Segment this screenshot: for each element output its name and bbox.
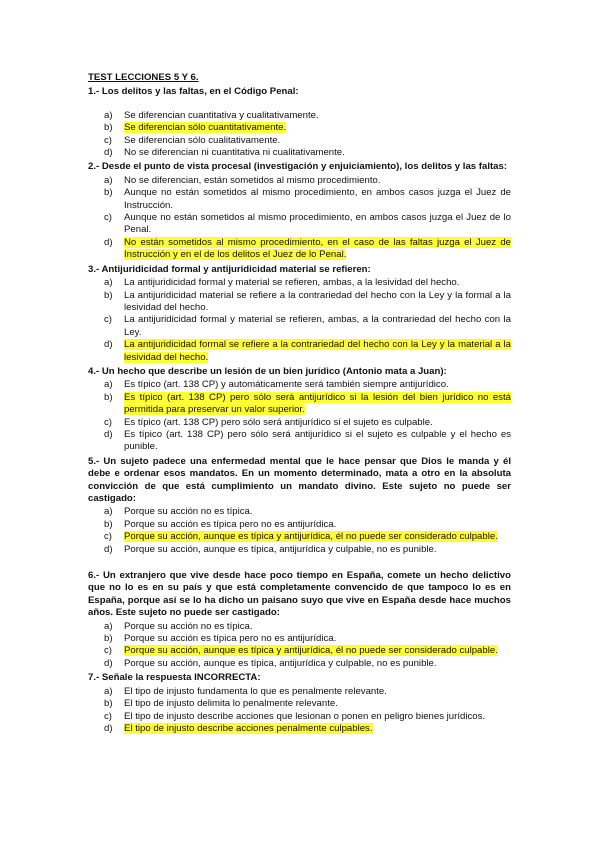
answer-options bbox=[88, 175, 511, 262]
answer-option bbox=[88, 277, 511, 289]
document-title: TEST LECCIONES 5 Y 6. bbox=[88, 72, 199, 83]
option-letter: b) bbox=[104, 391, 113, 403]
question-text: 7.- Señale la respuesta INCORRECTA: bbox=[88, 672, 261, 684]
answer-option bbox=[88, 633, 511, 645]
question-text: 3.- Antijuridicidad formal y antijuridicidad material se refieren: bbox=[88, 263, 371, 275]
option-text-wrap bbox=[124, 110, 511, 122]
option-text-wrap bbox=[124, 429, 511, 454]
answer-option bbox=[88, 711, 511, 723]
option-text-highlighted: Porque su acción, aunque es típica y antijurídica, él no puede ser considerado culpable. bbox=[124, 645, 498, 657]
answer-option bbox=[88, 110, 511, 122]
option-text-wrap bbox=[124, 698, 511, 710]
option-text-highlighted: Se diferencian sólo cuantitativamente. bbox=[124, 122, 287, 134]
option-letter: c) bbox=[104, 416, 112, 428]
option-text: La antijuridicidad material se refiere a la contrariedad del hecho con la Ley y la formal a la lesividad del hecho. bbox=[124, 289, 511, 313]
question-list bbox=[88, 86, 511, 735]
option-text: Se diferencian sólo cualitativamente. bbox=[124, 134, 281, 146]
option-text: El tipo de injusto delimita lo penalmente relevante. bbox=[124, 698, 338, 710]
option-text: Porque su acción no es típica. bbox=[124, 506, 253, 518]
answer-options bbox=[88, 621, 511, 671]
option-letter: b) bbox=[104, 633, 113, 645]
option-text: Porque su acción no es típica. bbox=[124, 620, 253, 632]
option-text-highlighted: No están sometidos al mismo procedimiento, en el caso de las faltas juzga el Juez de Instrucción y en el de los delitos el Juez de lo Penal. bbox=[124, 236, 511, 261]
option-text-wrap bbox=[124, 531, 511, 543]
option-text-wrap bbox=[124, 686, 511, 698]
option-letter: d) bbox=[104, 543, 113, 555]
option-letter: c) bbox=[104, 710, 112, 722]
option-text-wrap bbox=[124, 519, 511, 531]
answer-option bbox=[88, 417, 511, 429]
option-text: Se diferencian cuantitativa y cualitativamente. bbox=[124, 109, 319, 121]
answer-option bbox=[88, 531, 511, 543]
option-text-wrap bbox=[124, 135, 511, 147]
answer-options bbox=[88, 379, 511, 453]
option-text: Aunque no están sometidos al mismo procedimiento, en ambos casos juzga el Juez de lo Penal. bbox=[124, 212, 511, 236]
option-letter: d) bbox=[104, 428, 113, 440]
option-letter: d) bbox=[104, 236, 113, 248]
option-text: Es típico (art. 138 CP) y automáticamente será también siempre antijurídico. bbox=[124, 379, 449, 391]
option-text: El tipo de injusto describe acciones que lesionan o ponen en peligro bienes jurídicos. bbox=[124, 710, 486, 722]
answer-option bbox=[88, 392, 511, 417]
question-text: 1.- Los delitos y las faltas, en el Código Penal: bbox=[88, 86, 299, 98]
option-text: Porque su acción, aunque es típica, antijurídica y culpable, no es punible. bbox=[124, 657, 437, 669]
question-4 bbox=[88, 366, 511, 454]
option-text-wrap bbox=[124, 212, 511, 237]
option-letter: d) bbox=[104, 147, 113, 159]
option-letter: d) bbox=[104, 657, 113, 669]
answer-option bbox=[88, 544, 511, 556]
option-text-wrap bbox=[124, 339, 511, 364]
option-text: La antijuridicidad formal y material se refieren, ambas, a la contrariedad del hecho con la Ley. bbox=[124, 314, 511, 338]
question-text: 4.- Un hecho que describe un lesión de un bien jurídico (Antonio mata a Juan): bbox=[88, 365, 447, 377]
option-text-wrap bbox=[124, 147, 511, 159]
question-3 bbox=[88, 264, 511, 364]
answer-option bbox=[88, 147, 511, 159]
option-text: El tipo de injusto fundamenta lo que es penalmente relevante. bbox=[124, 685, 387, 697]
option-text-wrap bbox=[124, 544, 511, 556]
answer-options bbox=[88, 277, 511, 364]
option-text: Aunque no están sometidos al mismo procedimiento, en ambos casos juzga el Juez de Instrucción. bbox=[124, 187, 511, 211]
option-text-wrap bbox=[124, 314, 511, 339]
option-text: No se diferencian, están sometidos al mismo procedimiento. bbox=[124, 174, 381, 186]
option-letter: a) bbox=[104, 174, 113, 186]
option-text-highlighted: El tipo de injusto describe acciones penalmente culpables. bbox=[124, 722, 373, 734]
question-text: 6.- Un extranjero que vive desde hace poco tiempo en España, comete un hecho delictivo que no lo es en su país y que está completamente convencido de que tampoco lo es en España, porque así se lo ha dicho un paisano suyo que vive en España desde hace muchos años. Este sujeto no puede ser castigado: bbox=[88, 570, 511, 619]
option-text-highlighted: La antijuridicidad formal se refiere a la contrariedad del hecho con la Ley y la material a la lesividad del hecho. bbox=[124, 339, 511, 363]
answer-option bbox=[88, 187, 511, 212]
option-letter: b) bbox=[104, 289, 113, 301]
option-text-highlighted: Porque su acción, aunque es típica y antijurídica, él no puede ser considerado culpable. bbox=[124, 531, 498, 543]
question-text: 2.- Desde el punto de vista procesal (investigación y enjuiciamiento), los delitos y las faltas: bbox=[88, 161, 508, 173]
option-letter: a) bbox=[104, 506, 113, 518]
question-text: 5.- Un sujeto padece una enfermedad mental que le hace pensar que Dios le manda y él debe e ordenar esos mandatos. En un momento determinado, mata a otro en la absoluta convicción de que está cumplimiento un mandato divino. Este sujeto no puede ser castigado: bbox=[88, 455, 511, 504]
option-letter: a) bbox=[104, 685, 113, 697]
answer-option bbox=[88, 379, 511, 391]
option-text: Es típico (art. 138 CP) pero sólo será antijurídico si el sujeto es culpable y el hecho es punible. bbox=[124, 428, 511, 453]
option-letter: a) bbox=[104, 109, 113, 121]
option-text-wrap bbox=[124, 379, 511, 391]
option-letter: b) bbox=[104, 187, 113, 199]
answer-option bbox=[88, 212, 511, 237]
option-letter: d) bbox=[104, 722, 113, 734]
option-letter: b) bbox=[104, 122, 113, 134]
option-text: No se diferencian ni cuantitativa ni cualitativamente. bbox=[124, 147, 345, 159]
option-text-wrap bbox=[124, 175, 511, 187]
option-letter: b) bbox=[104, 698, 113, 710]
option-text: Porque su acción es típica pero no es antijurídica. bbox=[124, 518, 337, 530]
option-letter: a) bbox=[104, 620, 113, 632]
answer-option bbox=[88, 237, 511, 262]
answer-options bbox=[88, 686, 511, 736]
option-text-wrap bbox=[124, 506, 511, 518]
option-letter: c) bbox=[104, 645, 112, 657]
answer-option bbox=[88, 122, 511, 134]
option-letter: c) bbox=[104, 314, 112, 326]
answer-option bbox=[88, 314, 511, 339]
answer-options bbox=[88, 110, 511, 160]
answer-option bbox=[88, 621, 511, 633]
question-7 bbox=[88, 672, 511, 735]
option-letter: c) bbox=[104, 212, 112, 224]
option-text-wrap bbox=[124, 122, 511, 134]
option-letter: d) bbox=[104, 339, 113, 351]
answer-option bbox=[88, 723, 511, 735]
option-letter: c) bbox=[104, 134, 112, 146]
answer-option bbox=[88, 686, 511, 698]
answer-option bbox=[88, 175, 511, 187]
answer-option bbox=[88, 290, 511, 315]
option-text-wrap bbox=[124, 187, 511, 212]
option-text-wrap bbox=[124, 658, 511, 670]
option-text: Es típico (art. 138 CP) pero sólo será antijurídico si el sujeto es culpable. bbox=[124, 416, 433, 428]
option-text-wrap bbox=[124, 633, 511, 645]
answer-option bbox=[88, 429, 511, 454]
option-text-wrap bbox=[124, 645, 511, 657]
option-letter: b) bbox=[104, 518, 113, 530]
option-text-wrap bbox=[124, 723, 511, 735]
option-text-wrap bbox=[124, 290, 511, 315]
option-text-highlighted: Es típico (art. 138 CP) pero sólo será antijurídico si la lesión del bien jurídico no está permitida para preservar un valor superior. bbox=[124, 391, 511, 416]
answer-option bbox=[88, 339, 511, 364]
answer-option bbox=[88, 658, 511, 670]
question-1 bbox=[88, 86, 511, 159]
option-text: La antijuridicidad formal y material se refieren, ambas, a la lesividad del hecho. bbox=[124, 277, 460, 289]
option-text-wrap bbox=[124, 392, 511, 417]
answer-option bbox=[88, 519, 511, 531]
option-text-wrap bbox=[124, 237, 511, 262]
answer-option bbox=[88, 135, 511, 147]
option-text-wrap bbox=[124, 621, 511, 633]
question-6 bbox=[88, 570, 511, 670]
option-letter: c) bbox=[104, 531, 112, 543]
option-text-wrap bbox=[124, 417, 511, 429]
answer-option bbox=[88, 698, 511, 710]
option-text-wrap bbox=[124, 711, 511, 723]
option-letter: a) bbox=[104, 379, 113, 391]
question-2 bbox=[88, 161, 511, 261]
answer-option bbox=[88, 506, 511, 518]
option-text-wrap bbox=[124, 277, 511, 289]
question-5 bbox=[88, 456, 511, 556]
answer-options bbox=[88, 506, 511, 556]
option-text: Porque su acción es típica pero no es antijurídica. bbox=[124, 633, 337, 645]
option-letter: a) bbox=[104, 277, 113, 289]
answer-option bbox=[88, 645, 511, 657]
option-text: Porque su acción, aunque es típica, antijurídica y culpable, no es punible. bbox=[124, 543, 437, 555]
